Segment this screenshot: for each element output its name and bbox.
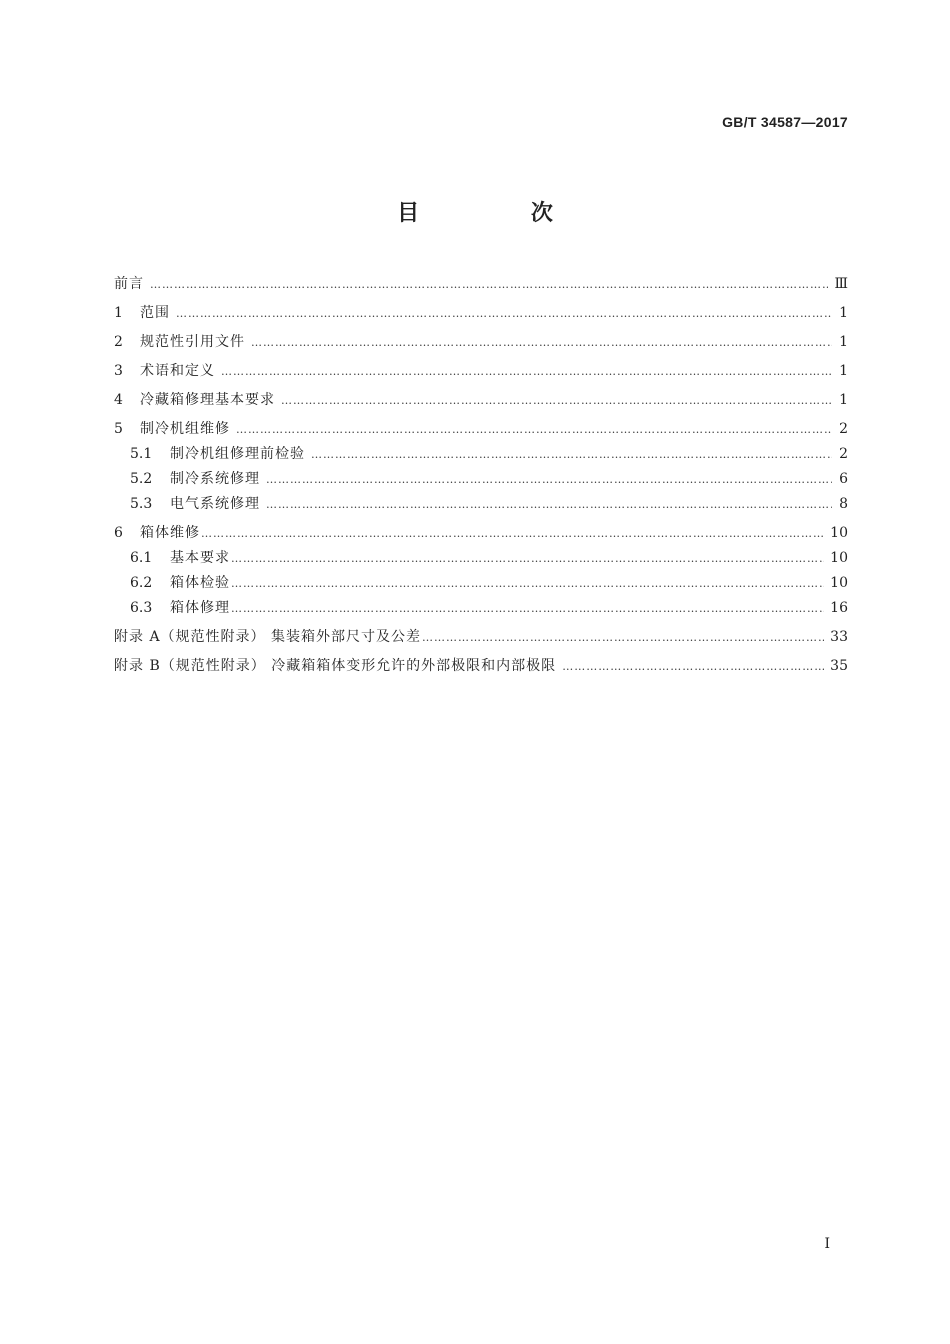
toc-entry-title: 制冷系统修理: [170, 471, 260, 487]
toc-entry-page: 2: [839, 421, 848, 437]
dot-leader: [176, 301, 832, 326]
toc-entry-2[interactable]: [114, 330, 848, 355]
page-number: I: [824, 1236, 830, 1252]
toc-entry-page: 1: [839, 363, 848, 379]
toc-entry-4[interactable]: [114, 388, 848, 413]
toc-entry-page: 1: [839, 305, 848, 321]
toc-entry-5[interactable]: [114, 417, 848, 442]
toc-entry-foreword[interactable]: [114, 272, 848, 297]
toc-entry-title: 范围: [140, 305, 170, 321]
toc-entry-title: 基本要求: [170, 550, 230, 566]
toc-entry-title: 冷藏箱修理基本要求: [140, 392, 275, 408]
toc-entry-5-3[interactable]: [114, 492, 848, 517]
toc-entry-number: 5: [114, 421, 123, 437]
dot-leader: [231, 546, 824, 571]
toc-entry-page: 35: [830, 658, 848, 674]
toc-entry-number: 5.2: [130, 471, 153, 487]
toc-entry-6-1[interactable]: [114, 546, 848, 571]
toc-entry-number: 3: [114, 363, 123, 379]
standard-code: GB/T 34587—2017: [722, 114, 848, 130]
toc-entry-page: Ⅲ: [834, 276, 848, 292]
dot-leader: [231, 596, 824, 621]
toc-entry-title: 制冷机组维修: [140, 421, 230, 437]
toc-entry-title: 规范性引用文件: [140, 334, 245, 350]
toc-entry-number: 2: [114, 334, 123, 350]
toc-entry-page: 6: [839, 471, 848, 487]
toc-entry-title: 术语和定义: [140, 363, 215, 379]
toc-entry-3[interactable]: [114, 359, 848, 384]
toc-entry-page: 10: [830, 550, 848, 566]
toc-entry-page: 1: [839, 334, 848, 350]
toc-entry-1[interactable]: [114, 301, 848, 326]
dot-leader: [231, 571, 824, 596]
toc-entry-number: 1: [114, 305, 123, 321]
dot-leader: [150, 272, 828, 297]
toc-entry-title: 前言: [114, 276, 144, 292]
toc-entry-number: 5.1: [130, 446, 153, 462]
dot-leader: [311, 442, 832, 467]
toc-entry-page: 8: [839, 496, 848, 512]
toc-entry-page: 10: [830, 575, 848, 591]
toc-entry-number: 6.3: [130, 600, 153, 616]
toc-entry-page: 33: [830, 629, 848, 645]
toc-entry-number: 6: [114, 525, 123, 541]
page-title: 目 次: [397, 201, 605, 226]
toc-entry-title: 电气系统修理: [170, 496, 260, 512]
toc-entry-page: 1: [839, 392, 848, 408]
toc-entry-title: 箱体检验: [170, 575, 230, 591]
dot-leader: [266, 492, 832, 517]
dot-leader: [266, 467, 832, 492]
toc-entry-6-2[interactable]: [114, 571, 848, 596]
toc-entry-title: 附录 B（规范性附录） 冷藏箱箱体变形允许的外部极限和内部极限: [114, 658, 557, 674]
toc-entry-5-2[interactable]: [114, 467, 848, 492]
toc-entry-number: 4: [114, 392, 123, 408]
toc-entry-page: 16: [830, 600, 848, 616]
toc-entry-number: 6.2: [130, 575, 153, 591]
toc-entry-title: 附录 A（规范性附录） 集装箱外部尺寸及公差: [114, 629, 422, 645]
dot-leader: [236, 417, 832, 442]
dot-leader: [221, 359, 832, 384]
dot-leader: [562, 654, 824, 679]
toc-entry-number: 5.3: [130, 496, 153, 512]
dot-leader: [281, 388, 832, 413]
toc-entry-number: 6.1: [130, 550, 153, 566]
toc-entry-page: 2: [839, 446, 848, 462]
toc-entry-6[interactable]: [114, 521, 848, 546]
toc-entry-annex-b[interactable]: [114, 654, 848, 679]
dot-leader: [422, 625, 824, 650]
dot-leader: [201, 521, 824, 546]
toc-entry-page: 10: [830, 525, 848, 541]
toc-entry-title: 箱体修理: [170, 600, 230, 616]
toc-entry-6-3[interactable]: [114, 596, 848, 621]
table-of-contents: [114, 272, 848, 679]
toc-entry-title: 制冷机组修理前检验: [170, 446, 305, 462]
toc-entry-title: 箱体维修: [140, 525, 200, 541]
toc-entry-annex-a[interactable]: [114, 625, 848, 650]
dot-leader: [251, 330, 832, 355]
toc-entry-5-1[interactable]: [114, 442, 848, 467]
